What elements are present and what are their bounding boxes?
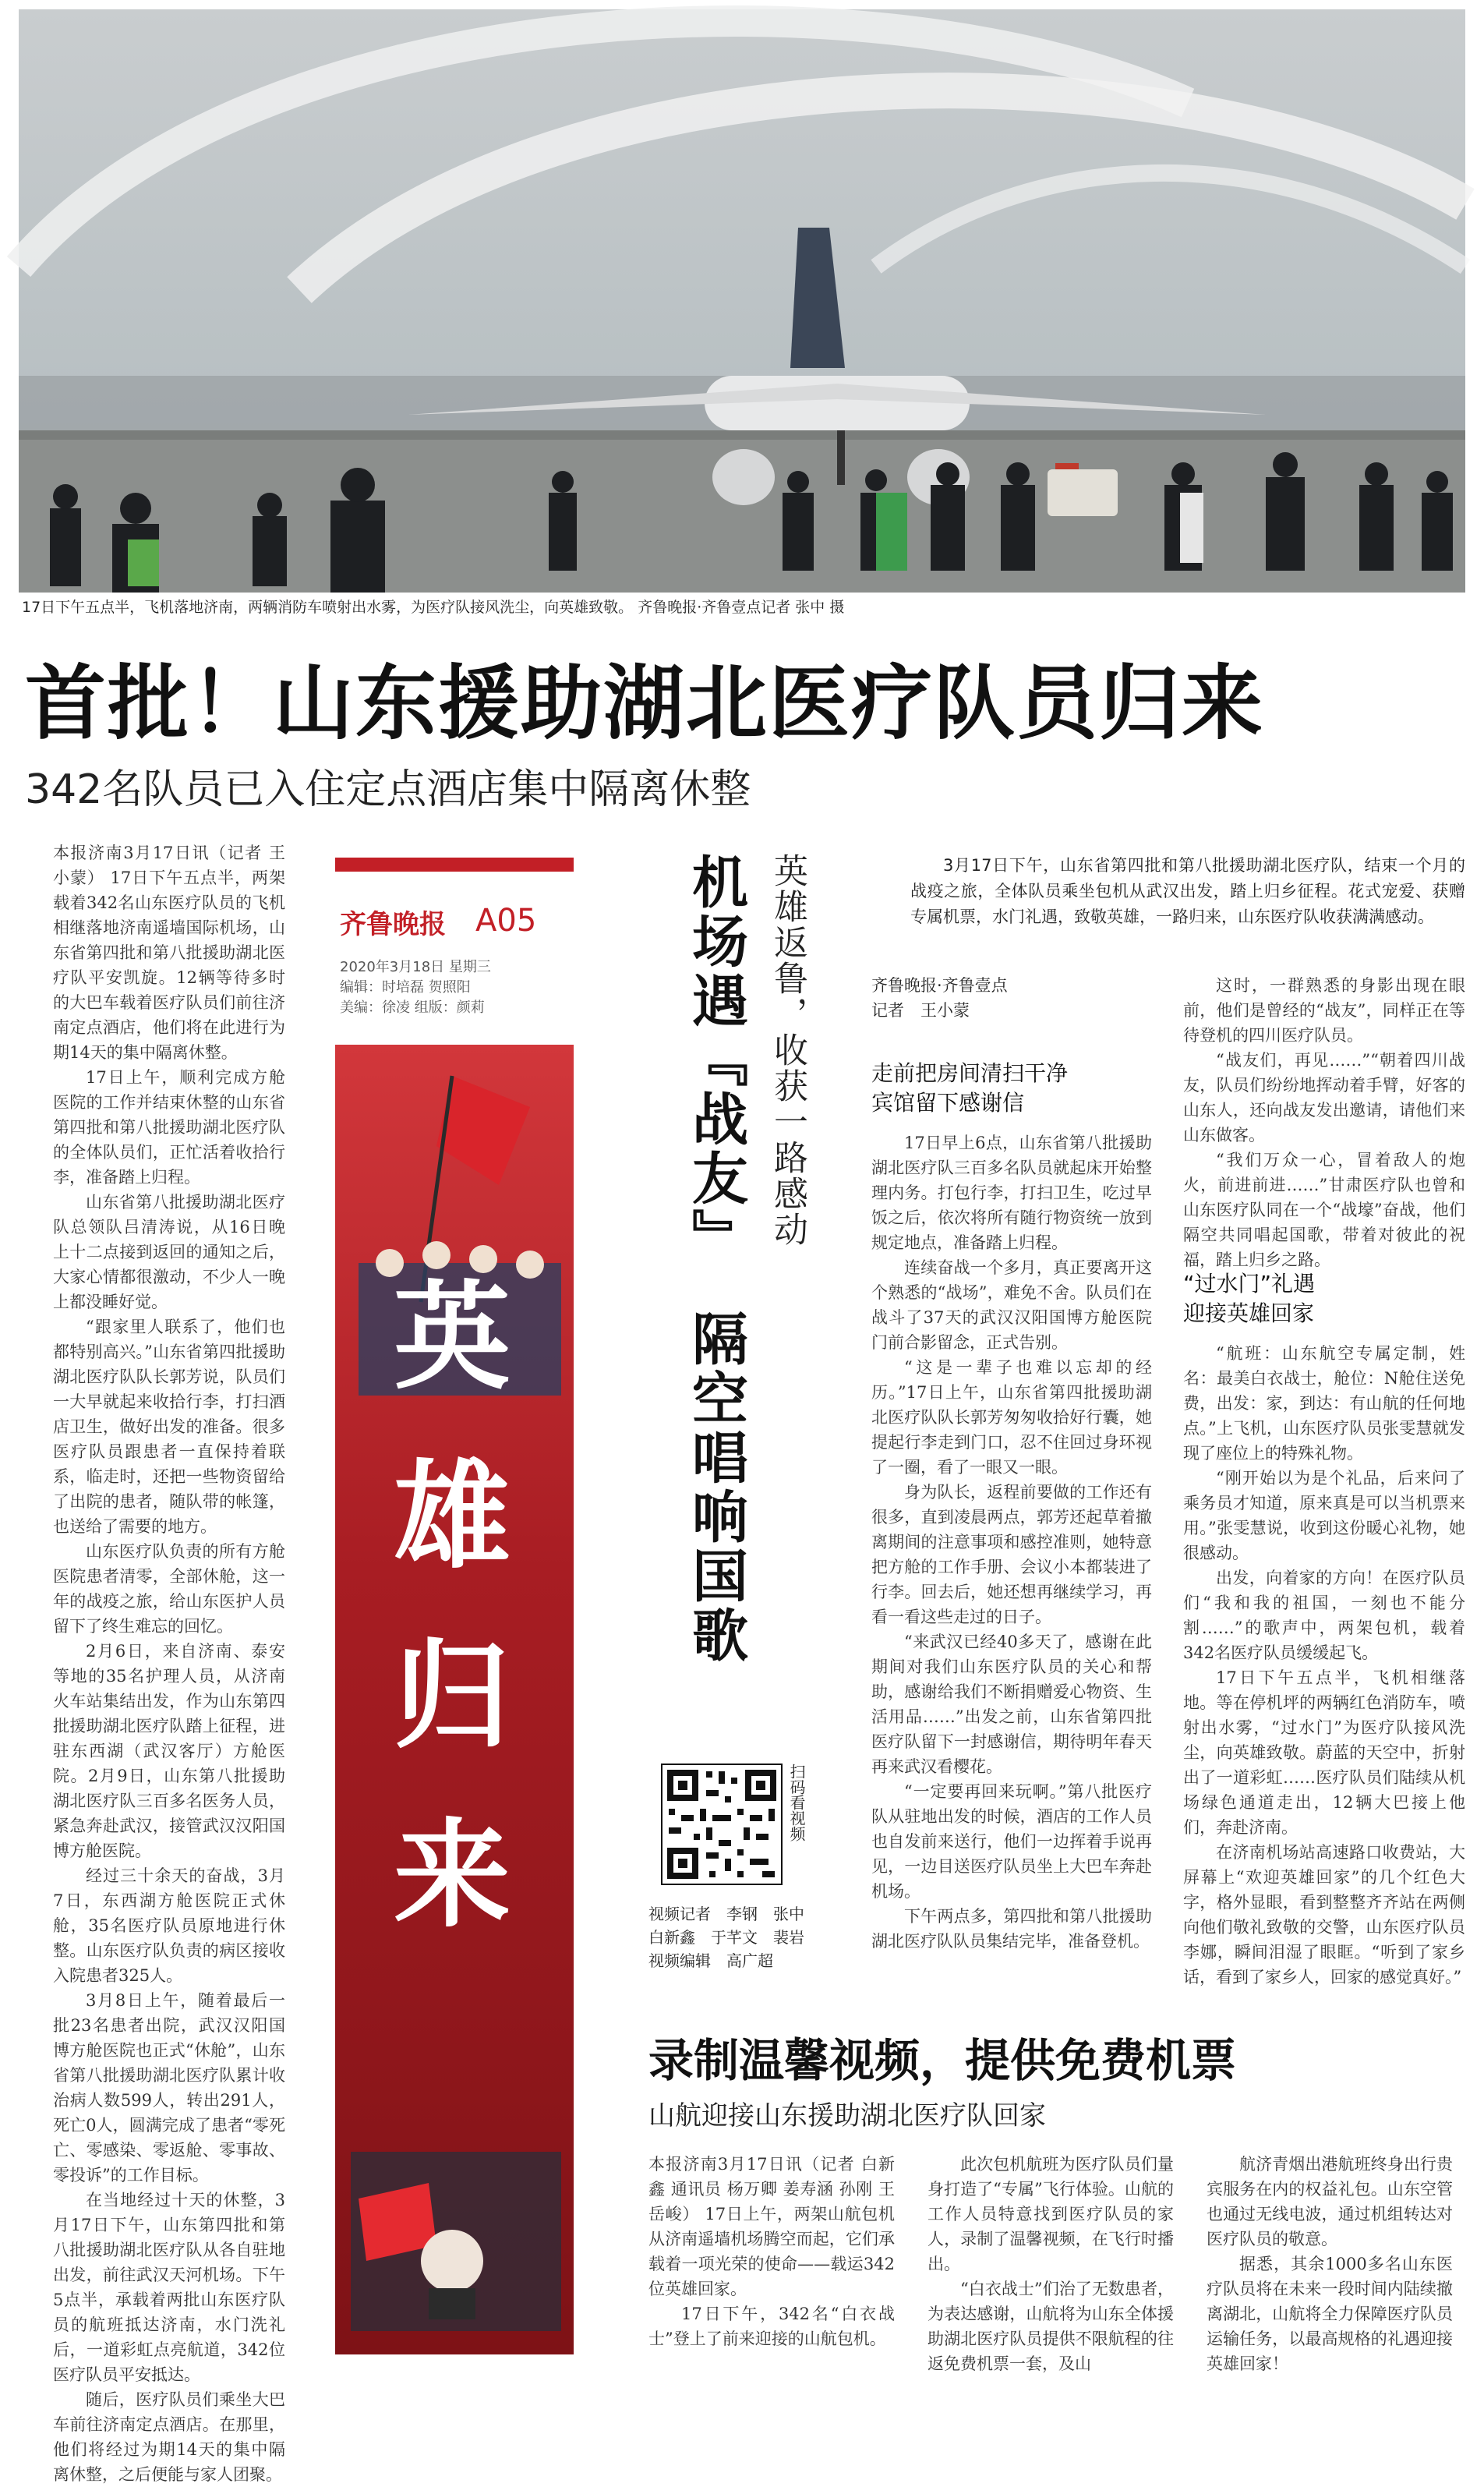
section-title-1 bbox=[871, 1059, 1068, 1118]
paragraph: 2月6日，来自济南、泰安等地的35名护理人员，从济南火车站集结出发，作为山东第四批援助湖北医疗队踏上征程，进驻东西湖（武汉客厅）方舱医院。2月9日，山东第八批援助湖北医疗队三百多名医务人员，紧急奔赴武汉，接管武汉汉阳国博方舱医院。 bbox=[53, 1642, 285, 1860]
feature-subtitle: 英雄返鲁，收获一路感动 bbox=[768, 853, 807, 1247]
paragraph: “刚开始以为是个礼品，后来问了乘务员才知道，原来真是可以当机票来用。”张雯慧说，收到这份暖心礼物，她很感动。 bbox=[1183, 1469, 1465, 1562]
byline-line: 齐鲁晚报·齐鲁壹点 bbox=[871, 976, 1008, 995]
paragraph: 山东省第八批援助湖北医疗队总领队吕清涛说，从16日晚上十二点接到返回的通知之后，大家心情都很激动，不少人一晚上都没睡好觉。 bbox=[53, 1193, 285, 1311]
page-headline: 首批！山东援助湖北医疗队员归来 bbox=[25, 656, 1265, 751]
paragraph: 3月8日上午，随着最后一批23名患者出院，武汉汉阳国博方舱医院也正式“休舱”，山东省第八批援助湖北医疗队累计收治病人数599人，转出291人，死亡0人，圆满完成了患者“零死亡、零感染、零返舱、零事故、零投诉”的工作目标。 bbox=[53, 1991, 285, 2185]
feature-column-2-bottom bbox=[1183, 1341, 1465, 1988]
story2-column-2 bbox=[928, 2152, 1174, 2378]
paragraph: 出发，向着家的方向！在医疗队员们“我和我的祖国，一刻也不能分割……”的歌声中，两架包机，载着342名医疗队员缓缓起飞。 bbox=[1183, 1569, 1465, 1662]
qr-caption: 扫码看视频 bbox=[787, 1764, 806, 1841]
photo-caption: 17日下午五点半，飞机落地济南，两辆消防车喷射出水雾，为医疗队接风洗尘，向英雄致敬。 齐鲁晚报·齐鲁壹点记者 张中 摄 bbox=[22, 599, 845, 616]
paragraph: 17日早上6点，山东省第八批援助湖北医疗队三百多名队员就起床开始整理内务。打包行李，打扫卫生，吃过早饭之后，依次将所有随行物资统一放到规定地点，准备踏上归程。 bbox=[871, 1134, 1152, 1252]
section-title-line: 迎接英雄回家 bbox=[1183, 1300, 1315, 1326]
hero-photo bbox=[19, 9, 1465, 593]
feature-title-part1: 机场遇『战友』 bbox=[683, 853, 748, 1268]
paragraph: 经过三十余天的奋战，3月7日，东西湖方舱医院正式休舱，35名医疗队员原地进行休整。山东医疗队负责的病区接收入院患者325人。 bbox=[53, 1866, 285, 1985]
paragraph: 航济青烟出港航班终身出行贵宾服务在内的权益礼包。山东空管也通过无线电波，通过机组转达对医疗队员的敬意。 bbox=[1207, 2155, 1453, 2248]
story2-subheadline: 山航迎接山东援助湖北医疗队回家 bbox=[648, 2100, 1046, 2131]
feature-lead: 3月17日下午，山东省第四批和第八批援助湖北医疗队，结束一个月的战疫之旅，全体队员乘坐包机从武汉出发，踏上归乡征程。花式宠爱、获赠专属机票，水门礼遇，致敬英雄，一路归来，山东医疗队收获满满感动。 bbox=[910, 856, 1465, 926]
paragraph: “我们万众一心，冒着敌人的炮火，前进前进……”甘肃医疗队也曾和山东医疗队同在一个“战壕”奋战，他们隔空共同唱起国歌，带着对彼此的祝福，踏上归乡之路。 bbox=[1183, 1151, 1465, 1269]
paragraph: 17日下午，342名“白衣战士”登上了前来迎接的山航包机。 bbox=[648, 2305, 895, 2348]
paragraph: 身为队长，返程前要做的工作还有很多，直到凌晨两点，郭芳还起草着撤离期间的注意事项和感控准则，她特意把方舱的工作手册、会议小本都装进了行李。回去后，她还想再继续学习，再看一看这些走过的日子。 bbox=[871, 1483, 1152, 1626]
story2-headline: 录制温馨视频，提供免费机票 bbox=[648, 2034, 1237, 2087]
page-number: A05 bbox=[475, 903, 537, 939]
paragraph: 连续奋战一个多月，真正要离开这个熟悉的“战场”，难免不舍。队员们在战斗了37天的武汉汉阳国博方舱医院门前合影留念，正式告别。 bbox=[871, 1258, 1152, 1352]
banner-title: 英雄归来 bbox=[393, 1268, 511, 1944]
paragraph: 在济南机场站高速路口收费站，大屏幕上“欢迎英雄回家”的几个红色大字，格外显眼，看到整整齐齐站在两侧向他们敬礼致敬的交警，山东医疗队员李娜，瞬间泪湿了眼眶。“听到了家乡话，看到了家乡人，回家的感觉真好。” bbox=[1183, 1843, 1465, 1986]
credit-line: 视频记者 李钢 张中 bbox=[648, 1905, 804, 1923]
newspaper-logo: 齐鲁晚报 bbox=[340, 909, 446, 940]
airport-water-salute-image bbox=[19, 9, 1465, 593]
paragraph: 这时，一群熟悉的身影出现在眼前，他们是曾经的“战友”，同样正在等待登机的四川医疗队员。 bbox=[1183, 976, 1465, 1045]
page-subheadline: 342名队员已入住定点酒店集中隔离休整 bbox=[25, 766, 751, 813]
paragraph: “这是一辈子也难以忘却的经历。”17日上午，山东省第四批援助湖北医疗队队长郭芳匆匆收拾好行囊，她提起行李走到门口，忍不住回过身环视了一圈，看了一眼又一眼。 bbox=[871, 1358, 1152, 1477]
paragraph: 本报济南3月17日讯（记者 白新鑫 通讯员 杨万卿 姜寿涵 孙刚 王岳峻） 17日上午，两架山航包机从济南遥墙机场腾空而起，它们承载着一项光荣的使命——载运342位英雄回家。 bbox=[648, 2155, 895, 2298]
paragraph: “一定要再回来玩啊。”第八批医疗队从驻地出发的时候，酒店的工作人员也自发前来送行，他们一边挥着手说再见，一边目送医疗队员坐上大巴车奔赴机场。 bbox=[871, 1782, 1152, 1901]
story2-column-3 bbox=[1207, 2152, 1453, 2378]
paragraph: 17日下午五点半，飞机相继落地。等在停机坪的两辆红色消防车，喷射出水雾，“过水门”为医疗队接风洗尘，向英雄致敬。蔚蓝的天空中，折射出了一道彩虹……医疗队员们陆续从机场绿色通道走出，12辆大巴接上他们，奔赴济南。 bbox=[1183, 1668, 1465, 1837]
qr-code-icon bbox=[662, 1765, 781, 1884]
paragraph: 在当地经过十天的休整，3月17日下午，山东第四批和第八批援助湖北医疗队从各自驻地出发，前往武汉天河机场。下午5点半，承载着两批山东医疗队员的航班抵达济南，水门洗礼后，一道彩虹点亮航道，342位医疗队员平安抵达。 bbox=[53, 2191, 285, 2384]
paragraph: “来武汉已经40多天了，感谢在此期间对我们山东医疗队员的关心和帮助，感谢给我们不断捐赠爱心物资、生活用品……”出发之前，山东省第四批医疗队留下一封感谢信，期待明年春天再来武汉看樱花。 bbox=[871, 1633, 1152, 1776]
banner-meta bbox=[340, 957, 491, 1018]
section-title-line: 宾馆留下感谢信 bbox=[871, 1090, 1025, 1116]
main-article-column bbox=[53, 840, 285, 2484]
paragraph: “战友们，再见……”“朝着四川战友，队员们纷纷地挥动着手臂，好客的山东人，还向战友发出邀请，请他们来山东做客。 bbox=[1183, 1051, 1465, 1144]
section-title-2 bbox=[1183, 1269, 1315, 1328]
paragraph: 本报济南3月17日讯（记者 王小蒙） 17日下午五点半，两架载着342名山东医疗队员的飞机相继落地济南遥墙国际机场，山东省第四批和第八批援助湖北医疗队平安凯旋。12辆等待多时的大巴车载着医疗队员们前往济南定点酒店，他们将在此进行为期14天的集中隔离休整。 bbox=[53, 844, 285, 1062]
feature-byline bbox=[871, 973, 1008, 1023]
paragraph: 山东医疗队负责的所有方舱医院患者清零，全部休舱，这一年的战疫之旅，给山东医护人员留下了终生难忘的回忆。 bbox=[53, 1542, 285, 1636]
byline-line: 记者 王小蒙 bbox=[871, 1001, 970, 1020]
paragraph: 此次包机航班为医疗队员们量身打造了“专属”飞行体验。山航的工作人员特意找到医疗队员的家人，录制了温馨视频，在飞行时播出。 bbox=[928, 2155, 1174, 2273]
paragraph: 17日上午，顺利完成方舱医院的工作并结束休整的山东省第四批和第八批援助湖北医疗队的全体队员们，正忙活着收拾行李，准备踏上归程。 bbox=[53, 1068, 285, 1187]
feature-column-2-top bbox=[1183, 973, 1465, 1269]
paragraph: 随后，医疗队员们乘坐大巴车前往济南定点酒店。在那里，他们将经过为期14天的集中隔离休整，之后便能与家人团聚。 bbox=[53, 2390, 285, 2484]
video-qr-code[interactable] bbox=[661, 1764, 783, 1885]
paragraph: 下午两点多，第四批和第八批援助湖北医疗队队员集结完毕，准备登机。 bbox=[871, 1907, 1152, 1951]
feature-column-1 bbox=[871, 1130, 1152, 1980]
story2-column-1 bbox=[648, 2152, 895, 2378]
section-banner bbox=[335, 858, 574, 2354]
issue-date: 2020年3月18日 星期三 bbox=[340, 959, 491, 975]
editor-credit: 编辑：时培磊 贺照阳 bbox=[340, 979, 471, 996]
section-title-line: “过水门”礼遇 bbox=[1183, 1271, 1316, 1297]
credit-line: 白新鑫 于芊文 裴岩 bbox=[648, 1928, 804, 1947]
section-title-line: 走前把房间清扫干净 bbox=[871, 1060, 1069, 1086]
paragraph: “航班：山东航空专属定制，姓名：最美白衣战士，舱位：N舱住送免费，出发：家，到达：有山航的任何地点。”上飞机，山东医疗队员张雯慧就发现了座位上的特殊礼物。 bbox=[1183, 1344, 1465, 1463]
paragraph: 据悉，其余1000多名山东医疗队员将在未来一段时间内陆续撤离湖北，山航将全力保障医疗队员运输任务，以最高规格的礼遇迎接英雄回家！ bbox=[1207, 2255, 1453, 2373]
design-credit: 美编：徐凌 组版：颜莉 bbox=[340, 999, 485, 1016]
credit-line: 视频编辑 高广超 bbox=[648, 1951, 773, 1970]
feature-title-part2: 隔空唱响国歌 bbox=[683, 1310, 748, 1665]
paragraph: “白衣战士”们治了无数患者，为表达感谢，山航将为山东全体援助湖北医疗队员提供不限航程的往返免费机票一套，及山 bbox=[928, 2280, 1174, 2373]
paragraph: “跟家里人联系了，他们也都特别高兴。”山东省第四批援助湖北医疗队队长郭芳说，队员们一大早就起来收拾行李，打扫酒店卫生，做好出发的准备。很多医疗队员跟患者一直保持着联系，临走时，还把一些物资留给了出院的患者，随队带的帐篷，也送给了需要的地方。 bbox=[53, 1318, 285, 1536]
banner-top-bar bbox=[335, 858, 574, 872]
video-credits bbox=[648, 1902, 804, 1972]
